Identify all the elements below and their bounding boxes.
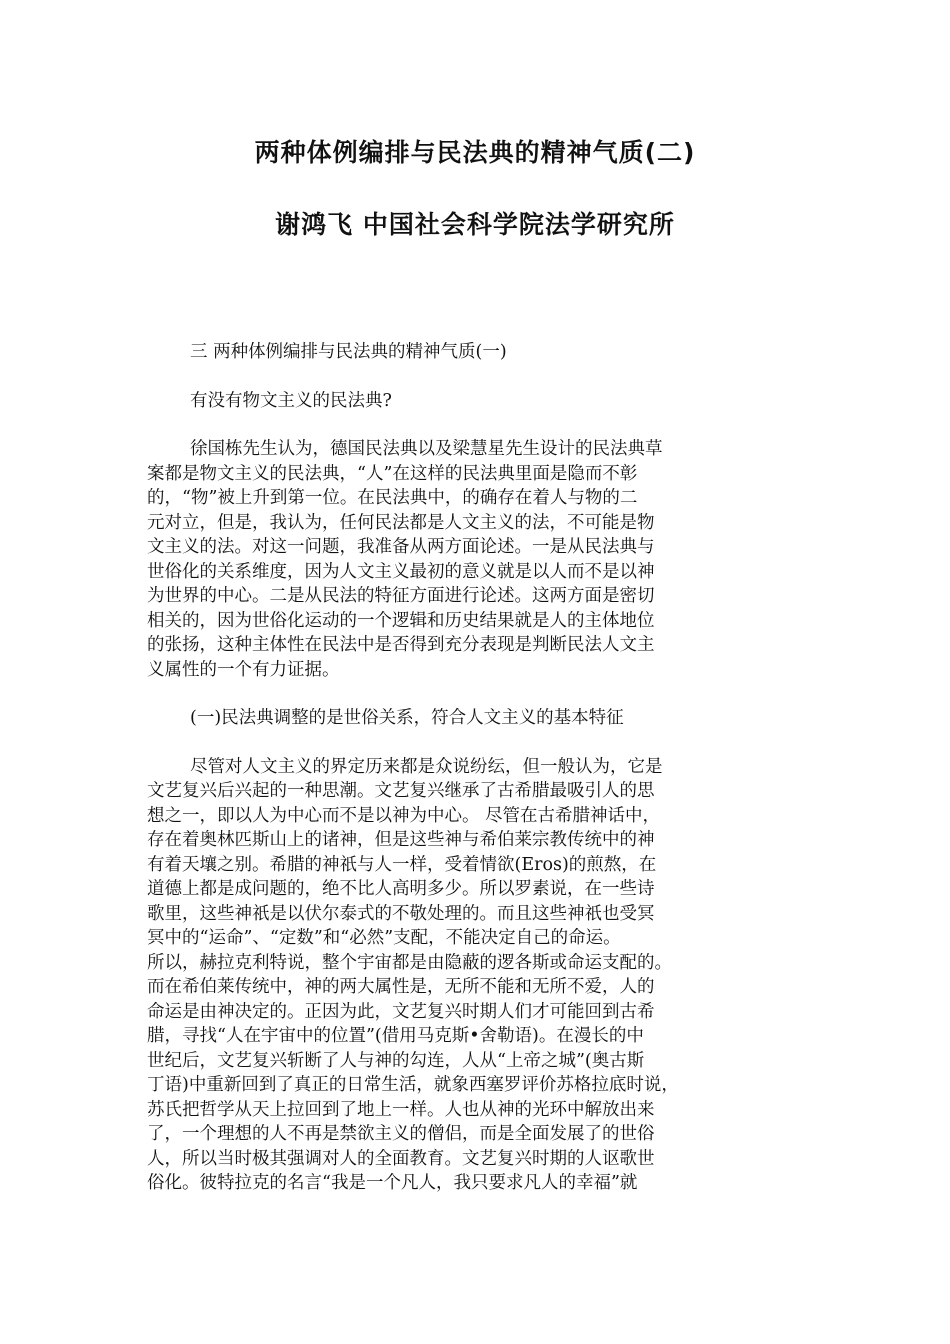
paragraph-line: 歌里，这些神祇是以伏尔泰式的不敬处理的。而且这些神祇也受冥 [147,903,655,924]
paragraph-line: 了，一个理想的人不再是禁欲主义的僧侣，而是全面发展了的世俗 [147,1124,655,1144]
author-line: 谢鸿飞 中国社会科学院法学研究所 [275,210,675,239]
paragraph-line: 人，所以当时极其强调对人的全面教育。文艺复兴时期的人讴歌世 [147,1148,655,1169]
section-heading: 三 两种体例编排与民法典的精神气质(一) [190,342,507,362]
paragraph-line: 案都是物文主义的民法典，“人”在这样的民法典里面是隐而不彰 [147,463,638,484]
paragraph-line: 命运是由神决定的。正因为此，文艺复兴时期人们才可能回到古希 [147,1001,655,1022]
question-heading: 有没有物文主义的民法典? [190,390,392,411]
paragraph-line: 而在希伯莱传统中，神的两大属性是，无所不能和无所不爱，人的 [147,977,655,997]
paragraph-line: 丁语)中重新回到了真正的日常生活，就象西塞罗评价苏格拉底时说， [147,1075,679,1095]
document-title: 两种体例编排与民法典的精神气质(二) [254,138,696,167]
paragraph-line: 世纪后，文艺复兴斩断了人与神的勾连，人从“上帝之城”(奥古斯 [147,1050,645,1071]
paragraph-line: 相关的，因为世俗化运动的一个逻辑和历史结果就是人的主体地位 [147,610,655,631]
paragraph-line: 文主义的法。对这一问题，我准备从两方面论述。一是从民法典与 [147,537,655,557]
paragraph-line: 为世界的中心。二是从民法的特征方面进行论述。这两方面是密切 [147,586,655,606]
paragraph-line: 的张扬，这种主体性在民法中是否得到充分表现是判断民法人文主 [147,635,655,655]
paragraph-line: 有着天壤之别。希腊的神祇与人一样，受着情欲(Eros)的煎熬，在 [147,854,657,875]
paragraph-line: 冥中的“运命”、“定数”和“必然”支配，不能决定自己的命运。 [147,928,621,948]
paragraph-line: 所以，赫拉克利特说，整个宇宙都是由隐蔽的逻各斯或命运支配的。 [147,952,672,973]
paragraph-line: 徐国栋先生认为，德国民法典以及梁慧星先生设计的民法典草 [190,439,663,459]
paragraph-line: 俗化。彼特拉克的名言“我是一个凡人，我只要求凡人的幸福”就 [147,1173,638,1193]
paragraph-line: 元对立，但是，我认为，任何民法都是人文主义的法，不可能是物 [147,512,655,533]
paragraph-line: 腊，寻找“人在宇宙中的位置”(借用马克斯•舍勒语)。在漫长的中 [147,1026,644,1046]
paragraph-line: 的，“物”被上升到第一位。在民法典中，的确存在着人与物的二 [147,488,638,508]
paragraph-2 [147,755,797,1196]
document-body [147,340,797,1220]
paragraph-line: 道德上都是成问题的，绝不比人高明多少。所以罗素说，在一些诗 [147,879,655,899]
paragraph-line: 苏氏把哲学从天上拉回到了地上一样。人也从神的光环中解放出来 [147,1099,655,1120]
paragraph-line: 想之一，即以人为中心而不是以神为中心。 尽管在古希腊神话中， [147,805,661,826]
paragraph-line: 存在着奥林匹斯山上的诸神，但是这些神与希伯莱宗教传统中的神 [147,830,655,850]
subheading: (一)民法典调整的是世俗关系，符合人文主义的基本特征 [190,708,624,728]
paragraph-line: 尽管对人文主义的界定历来都是众说纷纭，但一般认为，它是 [190,756,663,777]
paragraph-line: 文艺复兴后兴起的一种思潮。文艺复兴继承了古希腊最吸引人的思 [147,781,655,801]
paragraph-line: 世俗化的关系维度，因为人文主义最初的意义就是以人而不是以神 [147,561,655,582]
paragraph-line: 义属性的一个有力证据。 [147,659,340,680]
paragraph-1 [147,437,797,682]
